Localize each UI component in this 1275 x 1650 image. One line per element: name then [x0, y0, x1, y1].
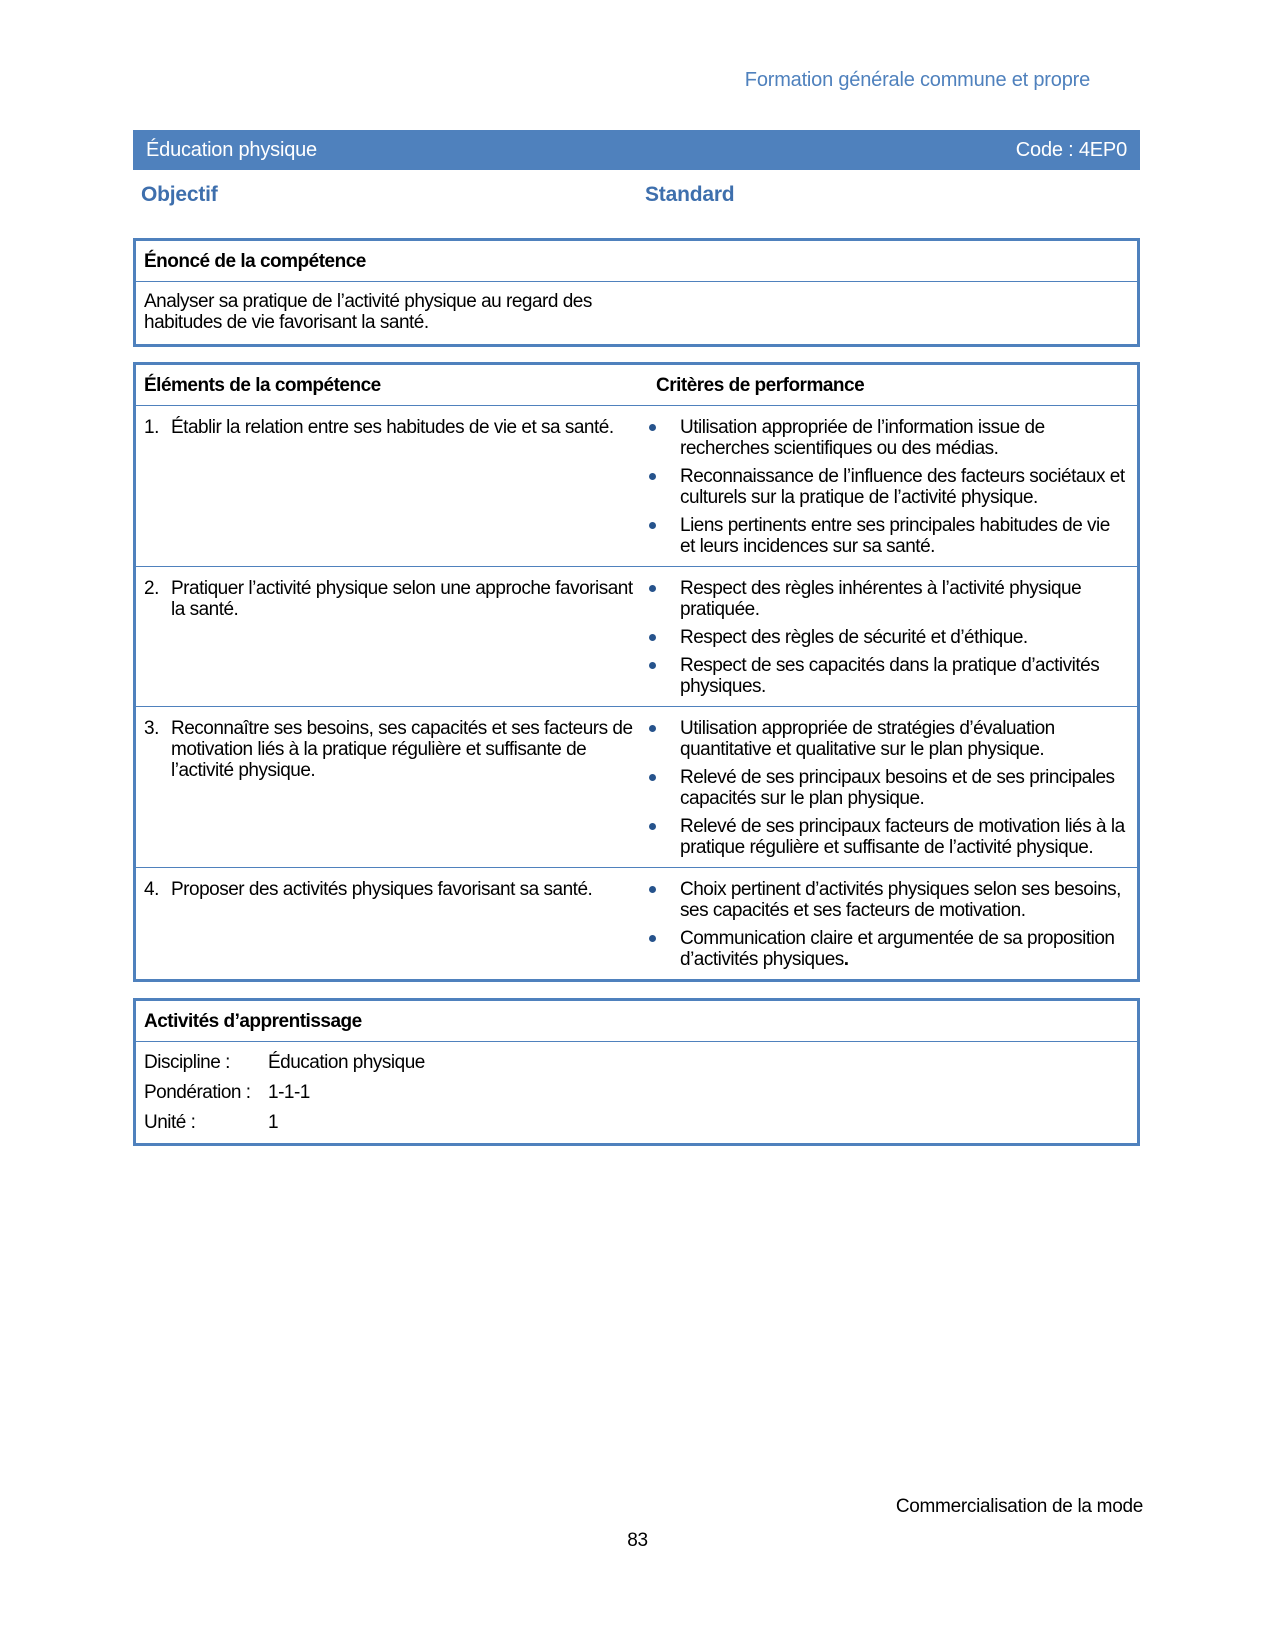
element-text: Pratiquer l’activité physique selon une approche favorisant la santé.	[171, 578, 633, 620]
activite-label: Discipline :	[144, 1052, 230, 1073]
criteria-item: Communication claire et argumentée de sa proposition d’activités physiques.	[648, 928, 1127, 970]
activite-label: Pondération :	[144, 1082, 251, 1103]
table-row	[136, 707, 1137, 868]
activite-label: Unité :	[144, 1112, 196, 1133]
element-item	[144, 417, 642, 438]
criteria-item: Liens pertinents entre ses principales habitudes de vie et leurs incidences sur sa santé.	[648, 515, 1127, 557]
running-header: Formation générale commune et propre	[744, 69, 1090, 91]
table-row	[136, 406, 1137, 567]
criteria-list	[648, 417, 1127, 557]
criteria-item: Respect des règles inhérentes à l’activité physique pratiquée.	[648, 578, 1127, 620]
activite-value: 1	[268, 1112, 279, 1133]
element-text: Établir la relation entre ses habitudes de vie et sa santé.	[171, 417, 614, 438]
criteria-item: Choix pertinent d’activités physiques selon ses besoins, ses capacités et ses facteurs de motivation.	[648, 879, 1127, 921]
page-number: 83	[627, 1530, 648, 1551]
enonce-table	[133, 238, 1140, 347]
table-row	[136, 567, 1137, 707]
enonce-header: Énoncé de la compétence	[136, 241, 1137, 282]
criteria-list	[648, 879, 1127, 970]
table-row	[136, 868, 1137, 979]
competence-table	[133, 362, 1140, 982]
activites-table	[133, 998, 1140, 1146]
criteria-list	[648, 718, 1127, 858]
section-title-objectif: Objectif	[141, 183, 218, 206]
competence-header-row	[136, 365, 1137, 406]
list-item	[144, 1082, 1129, 1103]
course-code: Code : 4EP0	[1015, 138, 1127, 161]
element-number: 1.	[144, 417, 159, 438]
element-text: Reconnaître ses besoins, ses capacités et ses facteurs de motivation liés à la pratique régulière et suffisante de l’activité physique.	[171, 718, 633, 781]
criteres-header: Critères de performance	[656, 375, 865, 396]
section-title-standard: Standard	[645, 183, 735, 206]
list-item	[144, 1052, 1129, 1073]
list-item	[144, 1112, 1129, 1133]
criteria-item: Relevé de ses principaux facteurs de motivation liés à la pratique régulière et suffisante de l’activité physique.	[648, 816, 1127, 858]
bold-period: .	[843, 949, 849, 970]
activites-header: Activités d’apprentissage	[136, 1001, 1137, 1042]
criteria-item: Reconnaissance de l’influence des facteurs sociétaux et culturels sur la pratique de l’activité physique.	[648, 466, 1127, 508]
element-item	[144, 578, 642, 620]
criteria-item: Utilisation appropriée de l’information issue de recherches scientifiques ou des médias.	[648, 417, 1127, 459]
enonce-text: Analyser sa pratique de l’activité physique au regard des habitudes de vie favorisant la santé.	[144, 291, 592, 333]
criteria-list	[648, 578, 1127, 697]
footer-text: Commercialisation de la mode	[895, 1496, 1143, 1517]
section-titles	[133, 184, 1140, 212]
elements-header: Éléments de la compétence	[144, 375, 381, 396]
element-text: Proposer des activités physiques favorisant sa santé.	[171, 879, 593, 900]
element-number: 2.	[144, 578, 159, 599]
title-bar	[133, 130, 1140, 170]
enonce-body	[136, 282, 1137, 344]
activite-value: 1-1-1	[268, 1082, 310, 1103]
criteria-item: Utilisation appropriée de stratégies d’évaluation quantitative et qualitative sur le plan physique.	[648, 718, 1127, 760]
element-number: 3.	[144, 718, 159, 739]
criteria-item: Respect de ses capacités dans la pratique d’activités physiques.	[648, 655, 1127, 697]
element-number: 4.	[144, 879, 159, 900]
criteria-item: Respect des règles de sécurité et d’éthique.	[648, 627, 1127, 648]
activite-value: Éducation physique	[268, 1052, 425, 1073]
course-title: Éducation physique	[146, 138, 317, 161]
element-item	[144, 718, 642, 781]
criteria-item: Relevé de ses principaux besoins et de ses principales capacités sur le plan physique.	[648, 767, 1127, 809]
element-item	[144, 879, 642, 900]
